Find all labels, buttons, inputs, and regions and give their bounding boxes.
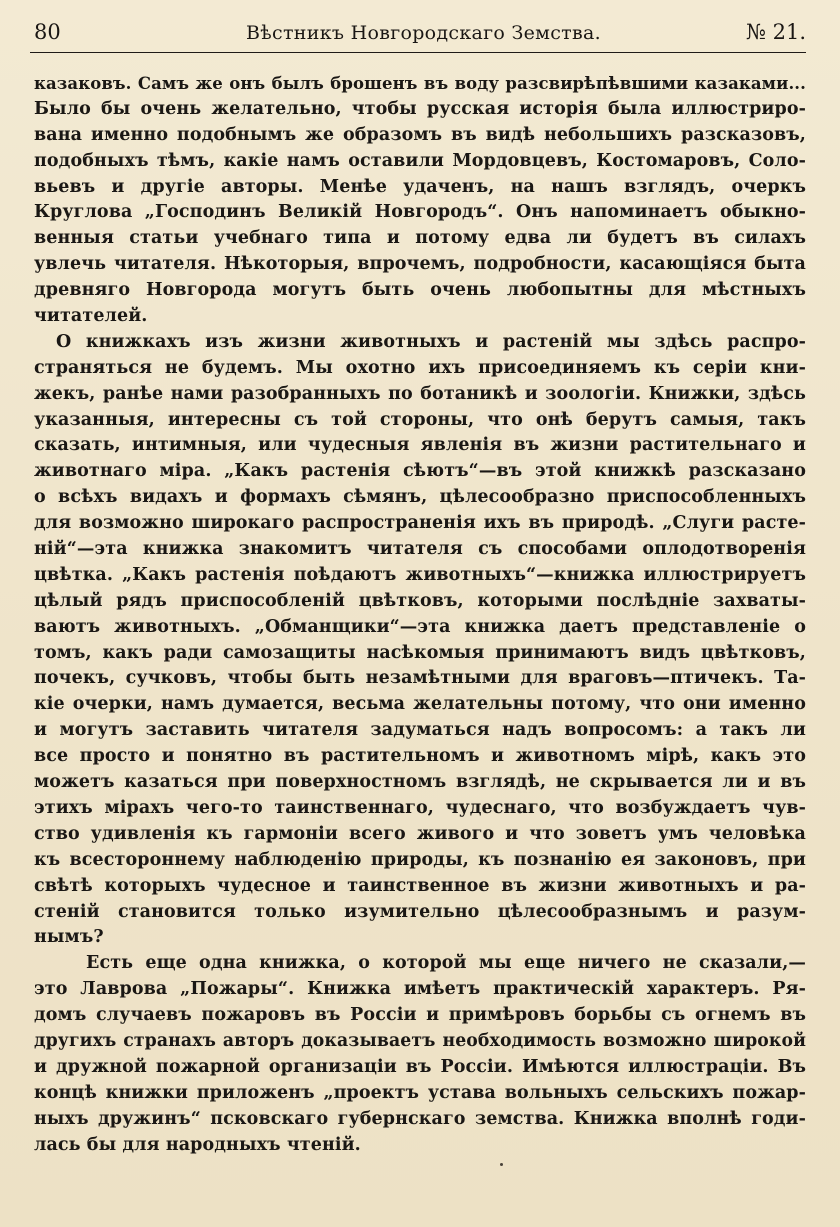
text-line: кіе очерки, намъ думается, весьма желательны потому, что они именно [34, 694, 806, 715]
journal-title: Вѣстникъ Новгородскаго Земства. [246, 22, 601, 44]
text-line: увлечь читателя. Нѣкоторыя, впрочемъ, подробности, касающіяся быта [34, 254, 806, 275]
text-line: читателей. [34, 306, 148, 327]
paragraph-start: О книжкахъ изъ жизни животныхъ и растеній мы здѣсь распро- [56, 331, 806, 352]
text-line: лась бы для народныхъ чтеній. [34, 1134, 361, 1155]
issue-number: № 21. [746, 20, 806, 44]
text-line: томъ, какъ ради самозащиты насѣкомыя принимаютъ видъ цвѣтковъ, [34, 642, 806, 663]
text-line: цвѣтка. „Какъ растенія поѣдаютъ животныхъ“—книжка иллюстрируетъ [34, 564, 806, 585]
ink-speck [500, 1163, 503, 1166]
text-line: Было бы очень желательно, чтобы русская исторія была иллюстриро- [34, 98, 806, 119]
running-header [34, 20, 806, 50]
text-line: для возможно широкаго распространенія ихъ въ природѣ. „Слуги расте- [34, 513, 806, 534]
text-line: стеній становится только изумительно цѣлесообразнымъ и разум- [34, 901, 806, 922]
text-line: другихъ странахъ авторъ доказываетъ необходимость возможно широкой [34, 1030, 806, 1051]
text-line: ваютъ животныхъ. „Обманщики“—эта книжка даетъ представленіе о [34, 616, 806, 637]
text-line: все просто и понятно въ растительномъ и животномъ мірѣ, какъ это [34, 746, 806, 767]
text-line: это Лаврова „Пожары“. Книжка имѣетъ практическій характеръ. Ря- [34, 979, 806, 1000]
text-line: Круглова „Господинъ Великій Новгородъ“. Онъ напоминаетъ обыкно- [34, 202, 806, 223]
text-line: о всѣхъ видахъ и формахъ сѣмянъ, цѣлесообразно приспособленныхъ [34, 487, 806, 508]
text-line: почекъ, сучковъ, чтобы быть незамѣтными для враговъ—птичекъ. Та- [34, 668, 806, 689]
paragraph-start: Есть еще одна книжка, о которой мы еще ничего не сказали,— [86, 953, 806, 974]
text-line: жекъ, ранѣе нами разобранныхъ по ботаникѣ и зоологіи. Книжки, здѣсь [34, 383, 806, 404]
text-line: домъ случаевъ пожаровъ въ Россіи и примѣровъ борьбы съ огнемъ въ [34, 1005, 806, 1026]
text-line: подобныхъ тѣмъ, какіе намъ оставили Мордовцевъ, Костомаровъ, Соло- [34, 150, 806, 171]
text-line: и могутъ заставить читателя задуматься надъ вопросомъ: а такъ ли [34, 720, 806, 741]
text-line: концѣ книжки приложенъ „проектъ устава вольныхъ сельскихъ пожар- [34, 1082, 806, 1103]
text-line: сказать, интимныя, или чудесныя явленія въ жизни растительнаго и [34, 435, 806, 456]
text-line: къ всестороннему наблюденію природы, къ познанію ея законовъ, при [34, 849, 806, 870]
text-line: древняго Новгорода могутъ быть очень любопытны для мѣстныхъ [34, 280, 806, 301]
text-line: свѣтѣ которыхъ чудесное и таинственное въ жизни животныхъ и ра- [34, 875, 806, 896]
text-line: нымъ? [34, 927, 104, 948]
article-body [34, 71, 806, 1158]
text-line: ній“—эта книжка знакомитъ читателя съ способами оплодотворенія [34, 539, 806, 560]
text-line: животнаго міра. „Какъ растенія сѣютъ“—въ этой книжкѣ разсказано [34, 461, 806, 482]
text-line: можетъ казаться при поверхностномъ взглядѣ, не скрывается ли и въ [34, 772, 806, 793]
text-line: казаковъ. Самъ же онъ былъ брошенъ въ воду разсвирѣпѣвшими казаками... [34, 74, 806, 93]
text-line: и дружной пожарной организаціи въ Россіи. Имѣются иллюстраціи. Въ [34, 1056, 806, 1077]
text-line: этихъ мірахъ чего-то таинственнаго, чудеснаго, что возбуждаетъ чув- [34, 797, 806, 818]
page-number: 80 [34, 20, 61, 44]
text-line: ныхъ дружинъ“ псковскаго губернскаго земства. Книжка вполнѣ годи- [34, 1108, 806, 1129]
text-line: вьевъ и другіе авторы. Менѣе удаченъ, на нашъ взглядъ, очеркъ [34, 176, 806, 197]
text-line: венныя статьи учебнаго типа и потому едва ли будетъ въ силахъ [34, 228, 806, 249]
text-line: ство удивленія къ гармоніи всего живого и что зоветъ умъ человѣка [34, 823, 806, 844]
text-line: вана именно подобнымъ же образомъ въ видѣ небольшихъ разсказовъ, [34, 124, 806, 145]
text-line: указанныя, интересны съ той стороны, что онѣ берутъ самыя, такъ [34, 409, 806, 430]
header-rule [30, 52, 806, 53]
text-line: страняться не будемъ. Мы охотно ихъ присоединяемъ къ серіи кни- [34, 357, 806, 378]
text-line: цѣлый рядъ приспособленій цвѣтковъ, которыми послѣдніе захваты- [34, 590, 806, 611]
